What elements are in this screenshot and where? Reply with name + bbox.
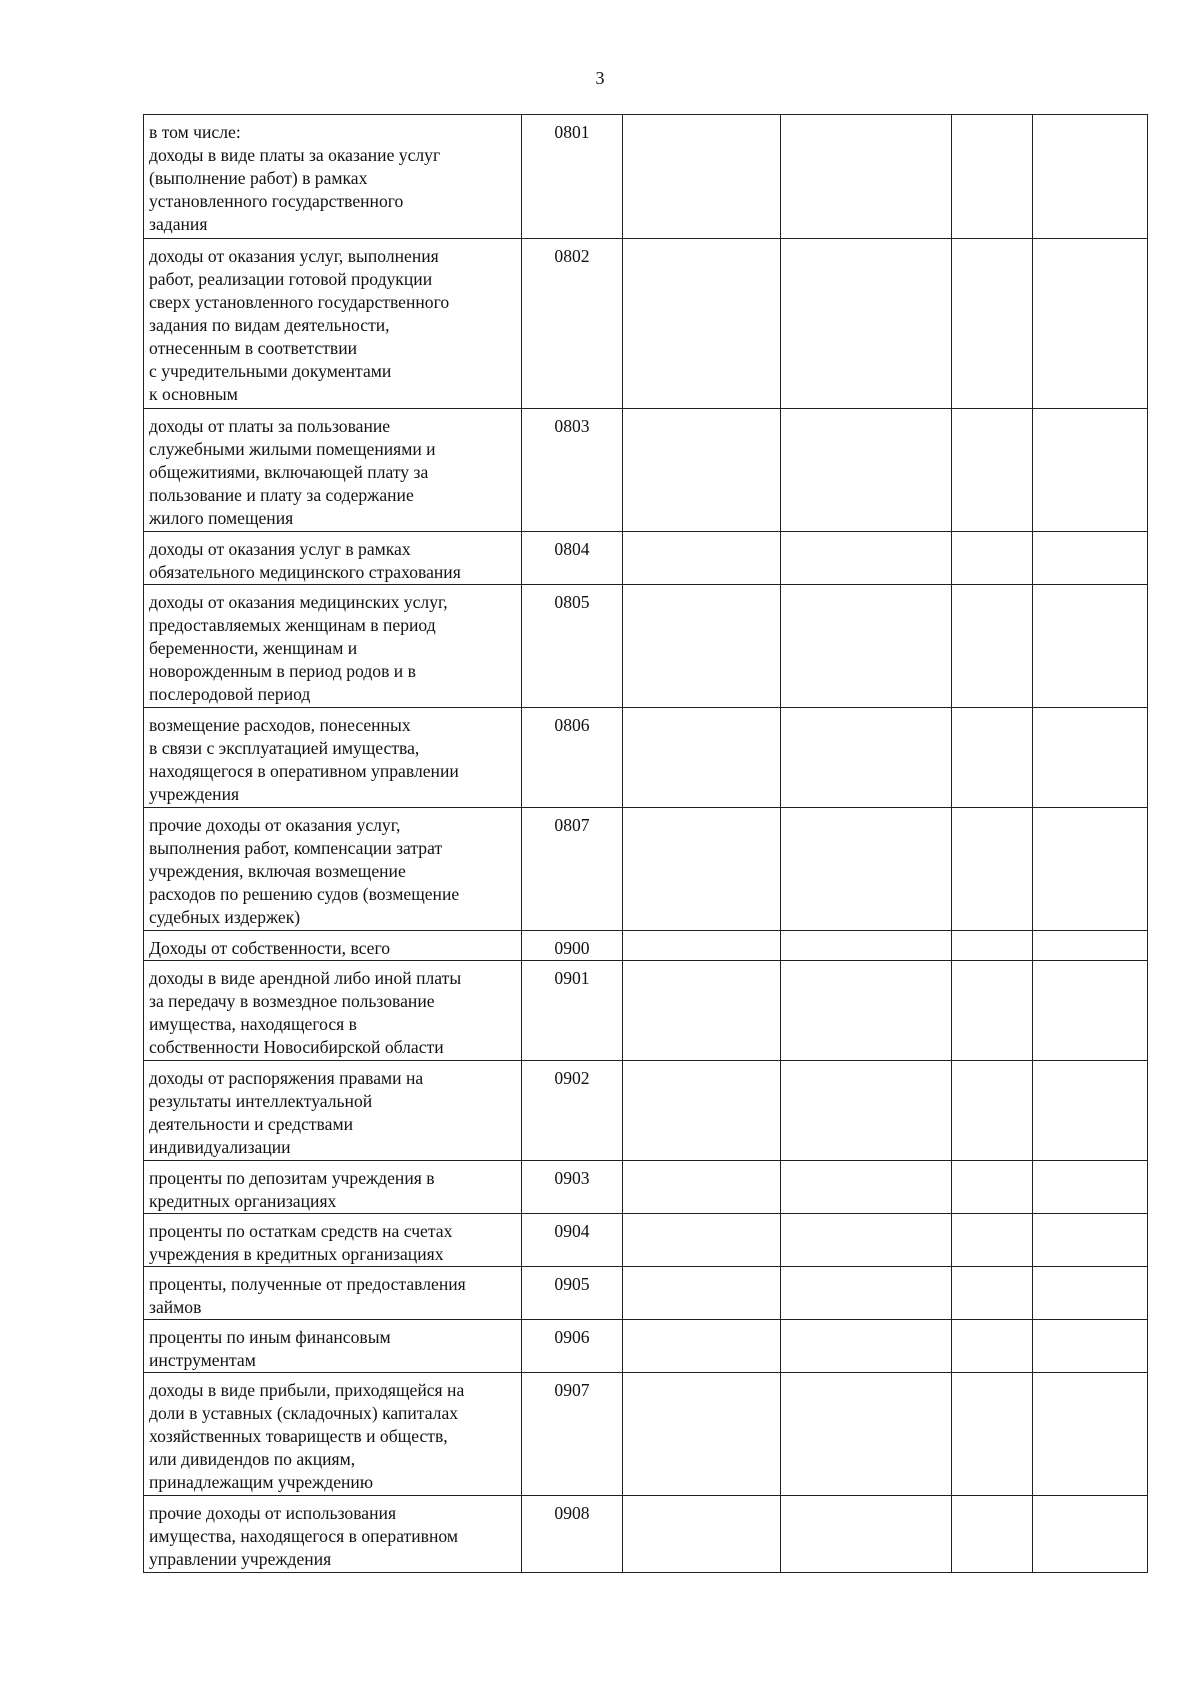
row-description: проценты по депозитам учреждения в кредитных организациях xyxy=(149,1168,435,1211)
income-table xyxy=(143,114,1148,1573)
table-row xyxy=(144,585,1148,708)
value-cell-empty xyxy=(623,1214,781,1267)
row-code-cell xyxy=(522,1373,623,1496)
value-cell-empty xyxy=(1033,115,1148,239)
value-cell-empty xyxy=(952,239,1033,409)
value-cell-empty xyxy=(781,808,952,931)
value-cell-empty xyxy=(1033,409,1148,532)
row-code: 0900 xyxy=(554,938,590,958)
row-code-cell xyxy=(522,1061,623,1161)
row-code-cell xyxy=(522,1161,623,1214)
row-code-cell xyxy=(522,931,623,961)
row-description: в том числе: доходы в виде платы за оказание услуг (выполнение работ) в рамках установленного государственного задания xyxy=(149,122,441,234)
value-cell-empty xyxy=(781,1496,952,1573)
row-description: доходы в виде прибыли, приходящейся на доли в уставных (складочных) капиталах хозяйственных товариществ и обществ, или дивидендов по акциям, принадлежащим учреждению xyxy=(149,1380,465,1492)
value-cell-empty xyxy=(1033,1373,1148,1496)
value-cell-empty xyxy=(623,931,781,961)
row-description-cell xyxy=(144,961,522,1061)
row-description: доходы от оказания услуг в рамках обязательного медицинского страхования xyxy=(149,539,461,582)
row-description-cell xyxy=(144,1267,522,1320)
row-code-cell xyxy=(522,532,623,585)
row-description: доходы в виде арендной либо иной платы за передачу в возмездное пользование имущества, находящегося в собственности Новосибирской области xyxy=(149,968,462,1057)
table-row xyxy=(144,1320,1148,1373)
row-code-cell xyxy=(522,1214,623,1267)
row-code: 0908 xyxy=(554,1503,590,1523)
value-cell-empty xyxy=(623,1496,781,1573)
row-code-cell xyxy=(522,115,623,239)
row-code-cell xyxy=(522,585,623,708)
value-cell-empty xyxy=(952,1320,1033,1373)
value-cell-empty xyxy=(623,1320,781,1373)
row-description: доходы от платы за пользование служебными жилыми помещениями и общежитиями, включающей плату за пользование и плату за содержание жилого помещения xyxy=(149,416,436,528)
row-code: 0902 xyxy=(554,1068,590,1088)
table-row xyxy=(144,1214,1148,1267)
row-description-cell xyxy=(144,115,522,239)
value-cell-empty xyxy=(952,1214,1033,1267)
value-cell-empty xyxy=(623,961,781,1061)
table-row xyxy=(144,961,1148,1061)
value-cell-empty xyxy=(1033,931,1148,961)
row-code: 0905 xyxy=(554,1274,590,1294)
row-description: доходы от оказания услуг, выполнения работ, реализации готовой продукции сверх установленного государственного задания по видам деятельности, отнесенным в соответствии с учредительными документами к основным xyxy=(149,246,450,404)
value-cell-empty xyxy=(952,115,1033,239)
value-cell-empty xyxy=(1033,1496,1148,1573)
value-cell-empty xyxy=(781,931,952,961)
row-description: проценты по иным финансовым инструментам xyxy=(149,1327,391,1370)
value-cell-empty xyxy=(1033,1267,1148,1320)
row-description-cell xyxy=(144,409,522,532)
row-code: 0907 xyxy=(554,1380,590,1400)
value-cell-empty xyxy=(1033,808,1148,931)
page-number: 3 xyxy=(595,68,605,88)
row-code-cell xyxy=(522,961,623,1061)
value-cell-empty xyxy=(623,708,781,808)
row-code-cell xyxy=(522,708,623,808)
row-description: доходы от распоряжения правами на результаты интеллектуальной деятельности и средствами индивидуализации xyxy=(149,1068,424,1157)
row-description: доходы от оказания медицинских услуг, предоставляемых женщинам в период беременности, женщинам и новорожденным в период родов и в послеродовой период xyxy=(149,592,448,704)
row-code: 0806 xyxy=(554,715,590,735)
value-cell-empty xyxy=(1033,1214,1148,1267)
row-code-cell xyxy=(522,409,623,532)
value-cell-empty xyxy=(952,1061,1033,1161)
table-row xyxy=(144,1061,1148,1161)
value-cell-empty xyxy=(781,585,952,708)
row-code-cell xyxy=(522,239,623,409)
value-cell-empty xyxy=(781,1161,952,1214)
value-cell-empty xyxy=(952,708,1033,808)
table-body xyxy=(144,115,1148,1573)
value-cell-empty xyxy=(1033,961,1148,1061)
table-row xyxy=(144,1373,1148,1496)
value-cell-empty xyxy=(1033,1320,1148,1373)
value-cell-empty xyxy=(623,409,781,532)
row-code: 0801 xyxy=(554,122,590,142)
value-cell-empty xyxy=(623,1061,781,1161)
row-description-cell xyxy=(144,1496,522,1573)
table-row xyxy=(144,239,1148,409)
row-description: проценты, полученные от предоставления займов xyxy=(149,1274,466,1317)
value-cell-empty xyxy=(781,1320,952,1373)
row-code: 0904 xyxy=(554,1221,590,1241)
value-cell-empty xyxy=(781,1061,952,1161)
row-description: прочие доходы от использования имущества, находящегося в оперативном управлении учреждения xyxy=(149,1503,458,1569)
row-description: Доходы от собственности, всего xyxy=(149,938,391,958)
row-description-cell xyxy=(144,931,522,961)
value-cell-empty xyxy=(1033,585,1148,708)
table-row xyxy=(144,409,1148,532)
table-row xyxy=(144,808,1148,931)
row-description-cell xyxy=(144,1161,522,1214)
value-cell-empty xyxy=(781,1373,952,1496)
row-code: 0802 xyxy=(554,246,590,266)
value-cell-empty xyxy=(1033,239,1148,409)
table-row xyxy=(144,931,1148,961)
table-row xyxy=(144,115,1148,239)
value-cell-empty xyxy=(781,409,952,532)
value-cell-empty xyxy=(623,1373,781,1496)
value-cell-empty xyxy=(952,808,1033,931)
row-description-cell xyxy=(144,708,522,808)
value-cell-empty xyxy=(623,1161,781,1214)
value-cell-empty xyxy=(781,1214,952,1267)
row-code: 0805 xyxy=(554,592,590,612)
row-description: проценты по остаткам средств на счетах учреждения в кредитных организациях xyxy=(149,1221,453,1264)
value-cell-empty xyxy=(781,961,952,1061)
table-row xyxy=(144,532,1148,585)
row-description-cell xyxy=(144,1214,522,1267)
value-cell-empty xyxy=(623,585,781,708)
row-code-cell xyxy=(522,1267,623,1320)
value-cell-empty xyxy=(952,532,1033,585)
value-cell-empty xyxy=(952,585,1033,708)
row-description-cell xyxy=(144,1061,522,1161)
row-description-cell xyxy=(144,1320,522,1373)
value-cell-empty xyxy=(623,532,781,585)
value-cell-empty xyxy=(781,532,952,585)
value-cell-empty xyxy=(1033,1161,1148,1214)
value-cell-empty xyxy=(781,115,952,239)
value-cell-empty xyxy=(1033,708,1148,808)
value-cell-empty xyxy=(952,931,1033,961)
row-code-cell xyxy=(522,1320,623,1373)
table-row xyxy=(144,708,1148,808)
value-cell-empty xyxy=(1033,1061,1148,1161)
row-code: 0906 xyxy=(554,1327,590,1347)
row-description: прочие доходы от оказания услуг, выполнения работ, компенсации затрат учреждения, включая возмещение расходов по решению судов (возмещение судебных издержек) xyxy=(149,815,460,927)
value-cell-empty xyxy=(952,1373,1033,1496)
row-code: 0803 xyxy=(554,416,590,436)
value-cell-empty xyxy=(781,239,952,409)
value-cell-empty xyxy=(952,1267,1033,1320)
value-cell-empty xyxy=(623,115,781,239)
row-description-cell xyxy=(144,239,522,409)
table-row xyxy=(144,1496,1148,1573)
row-code-cell xyxy=(522,808,623,931)
value-cell-empty xyxy=(623,1267,781,1320)
row-description-cell xyxy=(144,1373,522,1496)
row-code: 0807 xyxy=(554,815,590,835)
value-cell-empty xyxy=(952,409,1033,532)
value-cell-empty xyxy=(623,808,781,931)
row-code: 0901 xyxy=(554,968,590,988)
row-description: возмещение расходов, понесенных в связи с эксплуатацией имущества, находящегося в оперативном управлении учреждения xyxy=(149,715,459,804)
value-cell-empty xyxy=(781,708,952,808)
value-cell-empty xyxy=(952,961,1033,1061)
row-description-cell xyxy=(144,808,522,931)
value-cell-empty xyxy=(952,1161,1033,1214)
value-cell-empty xyxy=(781,1267,952,1320)
value-cell-empty xyxy=(952,1496,1033,1573)
value-cell-empty xyxy=(1033,532,1148,585)
row-code: 0903 xyxy=(554,1168,590,1188)
row-description-cell xyxy=(144,585,522,708)
row-code-cell xyxy=(522,1496,623,1573)
table-row xyxy=(144,1267,1148,1320)
row-code: 0804 xyxy=(554,539,590,559)
row-description-cell xyxy=(144,532,522,585)
value-cell-empty xyxy=(623,239,781,409)
table-row xyxy=(144,1161,1148,1214)
